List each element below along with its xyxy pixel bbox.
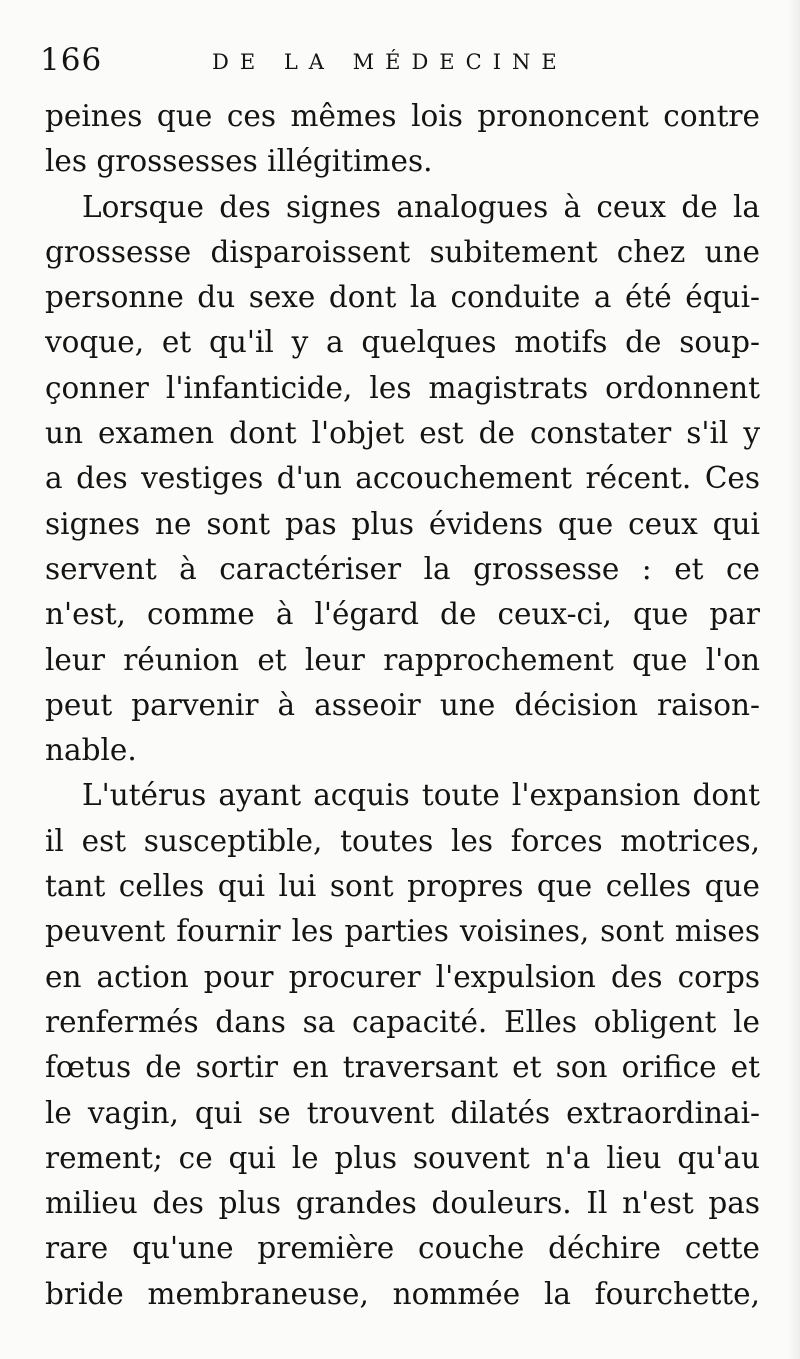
text-line: servent à caractériser la grossesse : et ce (45, 551, 760, 586)
text-line: les grossesses illégitimes. (45, 144, 433, 179)
text-line: un examen dont l'objet est de constater s'il y (45, 416, 760, 451)
text-line: peines que ces mêmes lois prononcent contre (45, 99, 760, 133)
text-line: a des vestiges d'un accouchement récent. Ces (45, 461, 760, 496)
text-line: peuvent fournir les parties voisines, sont mises (45, 914, 760, 949)
text-line: L'utérus ayant acquis toute l'expansion dont (82, 778, 760, 813)
text-line: Lorsque des signes analogues à ceux de la (82, 189, 760, 224)
text-line: peut parvenir à asseoir une décision raison- (45, 687, 760, 722)
running-title: DE LA MÉDECINE (212, 50, 568, 74)
text-line: personne du sexe dont la conduite a été équi- (45, 280, 760, 315)
text-line: çonner l'infanticide, les magistrats ordonnent (45, 370, 760, 405)
text-line: voque, et qu'il y a quelques motifs de soup- (45, 325, 760, 360)
page-edge-shadow (788, 0, 800, 1359)
body-text (45, 94, 760, 1354)
text-line: milieu des plus grandes douleurs. Il n'est pas (45, 1186, 760, 1221)
text-line: tant celles qui lui sont propres que celles que (45, 869, 760, 904)
text-line: il est susceptible, toutes les forces motrices, (45, 823, 760, 858)
text-line: bride membraneuse, nommée la fourchette, (45, 1276, 760, 1311)
text-line: grossesse disparoissent subitement chez une (45, 234, 760, 269)
text-line: fœtus de sortir en traversant et son orifice et (45, 1050, 760, 1085)
text-line: renfermés dans sa capacité. Elles obligent le (45, 1004, 760, 1039)
text-line: rare qu'une première couche déchire cette (45, 1231, 760, 1266)
page-header (40, 42, 760, 92)
text-line: le vagin, qui se trouvent dilatés extraordinai- (45, 1095, 760, 1130)
text-line: leur réunion et leur rapprochement que l'on (45, 642, 760, 677)
page-number: 166 (40, 42, 103, 78)
text-line: nable. (45, 733, 137, 768)
text-line: rement; ce qui le plus souvent n'a lieu qu'au (45, 1140, 760, 1175)
text-line: en action pour procurer l'expulsion des corps (45, 959, 760, 994)
text-line: signes ne sont pas plus évidens que ceux qui (45, 506, 760, 541)
text-line: n'est, comme à l'égard de ceux-ci, que par (45, 597, 760, 632)
